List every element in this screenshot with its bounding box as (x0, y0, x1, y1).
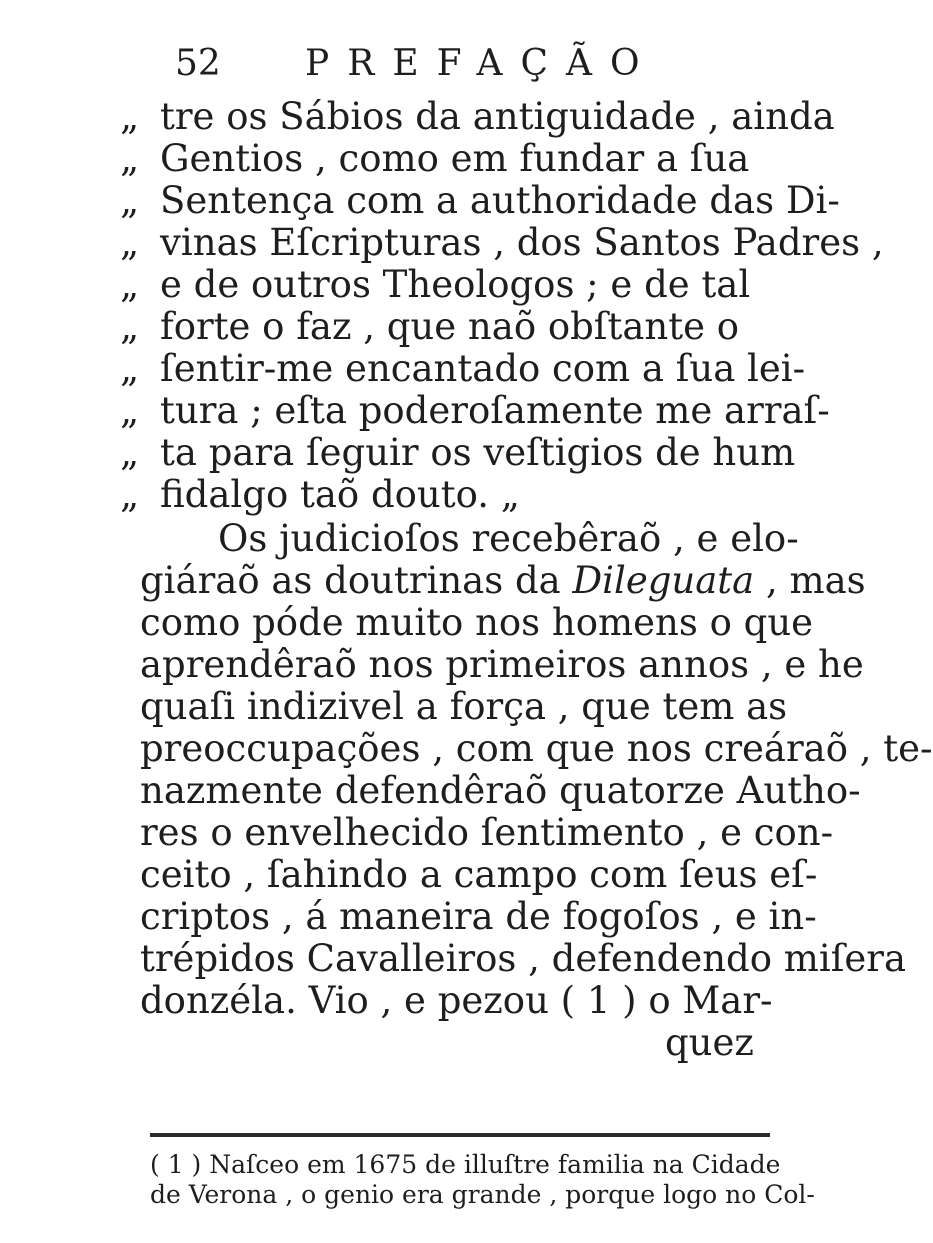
paragraph-line (0, 769, 861, 812)
catchword-line (0, 1022, 800, 1064)
quote-mark: „ (120, 179, 140, 222)
paragraph-line (0, 853, 818, 896)
paragraph-line (0, 601, 814, 644)
quote-mark: „ (120, 95, 140, 138)
paragraph-line-with-title (140, 560, 866, 602)
paragraph-first-line: Os judicioſos recebêraõ , e elo- (218, 517, 799, 560)
quote-mark: „ (120, 221, 140, 264)
quoted-line-text: tura ; eſta poderoſamente me arraſ- (160, 389, 830, 432)
quoted-line-text: Gentios , como em fundar a ſua (160, 137, 750, 180)
quoted-line (0, 138, 800, 180)
paragraph-line-text: nazmente defendêraõ quatorze Autho- (140, 769, 861, 812)
quoted-line (0, 474, 800, 516)
paragraph-line (0, 937, 907, 980)
paragraph-line (0, 559, 866, 602)
quoted-line (0, 432, 800, 474)
page-number: 52 (175, 43, 221, 84)
paragraph-line (0, 811, 834, 854)
quoted-line-text: forte o faz , que naõ obſtante o (160, 305, 740, 348)
quote-mark: „ (120, 263, 140, 306)
quote-mark: „ (120, 305, 140, 348)
quote-mark: „ (120, 137, 140, 180)
paragraph-line (0, 727, 933, 770)
paragraph-line-text: res o envelhecido ſentimento , e con- (140, 811, 834, 854)
footnote (150, 1150, 815, 1210)
quoted-line (0, 389, 830, 432)
quoted-line (0, 306, 800, 348)
quote-mark: „ (120, 431, 140, 474)
quoted-line (0, 347, 806, 390)
paragraph-line-text: preoccupações , com que nos creáraõ , te- (140, 727, 933, 770)
paragraph-line (0, 895, 817, 938)
quoted-line-text: tre os Sábios da antiguidade , ainda (160, 95, 835, 138)
quote-mark: „ (120, 347, 140, 390)
paragraph-line (0, 980, 800, 1022)
quoted-line (0, 264, 800, 306)
text-run: giáraõ as doutrinas da (140, 559, 573, 602)
paragraph-line-text: ceito , ſahindo a campo com ſeus eſ- (140, 853, 818, 896)
quoted-line-text: fidalgo taõ douto. „ (160, 473, 520, 516)
quoted-line (0, 95, 835, 138)
quote-mark: „ (120, 473, 140, 516)
work-title: Dileguata (572, 559, 755, 602)
paragraph-line-text: como póde muito nos homens o que (140, 601, 814, 644)
paragraph-line (0, 518, 800, 560)
footnote-rule (150, 1133, 770, 1137)
page-header (175, 42, 658, 86)
paragraph-line-text: trépidos Cavalleiros , defendendo miſera (140, 937, 907, 980)
paragraph-line-text: donzéla. Vio , e pezou ( 1 ) o Mar- (140, 979, 773, 1022)
paragraph-line-text: criptos , á maneira de fogoſos , e in- (140, 895, 817, 938)
footnote-line: de Verona , o genio era grande , porque logo no Col- (150, 1180, 815, 1209)
quoted-line-text: Sentença com a authoridade das Di- (160, 179, 840, 222)
catchword: quez (665, 1021, 754, 1064)
quote-mark: „ (120, 389, 140, 432)
paragraph-line-text: aprendêraõ nos primeiros annos , e he (140, 643, 864, 686)
running-title: PREFAÇÃO (305, 43, 658, 84)
footnote-line: ( 1 ) Naſceo em 1675 de illuſtre familia na Cidade (150, 1150, 781, 1179)
paragraph-line (0, 686, 800, 728)
paragraph-line (0, 643, 864, 686)
quoted-line-text: ſentir-me encantado com a ſua lei- (160, 347, 806, 390)
text-run: , mas (754, 559, 866, 602)
quoted-line-text: ta para ſeguir os veſtigios de hum (160, 431, 796, 474)
quoted-line (0, 179, 840, 222)
quoted-line-text: vinas Eſcripturas , dos Santos Padres , (160, 221, 884, 264)
quoted-line-text: e de outros Theologos ; e de tal (160, 263, 751, 306)
quoted-line (0, 221, 884, 264)
paragraph-line-text: quaſi indizivel a força , que tem as (140, 685, 788, 728)
